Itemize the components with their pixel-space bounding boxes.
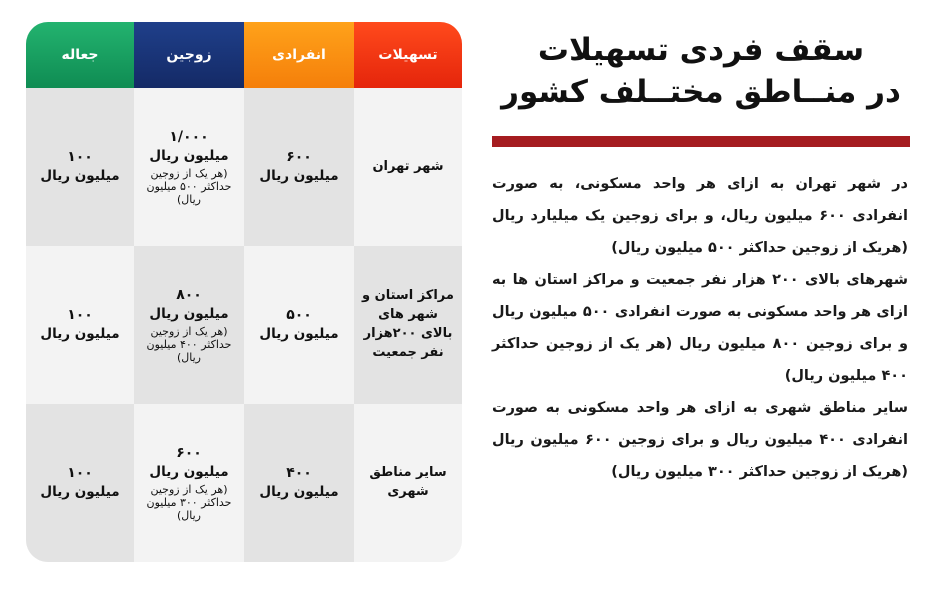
row-city: سایر مناطق شهری (354, 404, 462, 562)
paragraph-tehran: در شهر تهران به ازای هر واحد مسکونی، به صورت انفرادی ۶۰۰ میلیون ریال، و برای زوجین یک میلیارد ریال (هریک از زوجین حداکثر ۵۰۰ میلیون ریال) (492, 176, 908, 256)
couple-amount: ۱/۰۰۰ (169, 128, 209, 145)
facilities-table (26, 22, 462, 562)
jaale-unit: میلیون ریال (40, 484, 120, 501)
row-individual (244, 88, 354, 246)
row-couple (134, 88, 244, 246)
individual-amount: ۵۰۰ (286, 307, 312, 324)
header-jaale: جعاله (26, 22, 134, 88)
couple-amount: ۶۰۰ (176, 444, 202, 461)
row-jaale (26, 404, 134, 562)
paragraph-other-urban: سایر مناطق شهری به ازای هر واحد مسکونی به صورت انفرادی ۴۰۰ میلیون ریال و برای زوجین ۶۰۰ میلیون ریال (هریک از زوجین حداکثر ۳۰۰ میلیون ریال) (492, 400, 908, 480)
paragraph-provincial-centers: شهرهای بالای ۲۰۰ هزار نفر جمعیت و مراکز استان ها به ازای هر واحد مسکونی به صورت انفرادی ۵۰۰ میلیون ریال و برای زوجین ۸۰۰ میلیون ریال (هر یک از زوجین حداکثر ۴۰۰ میلیون ریال) (492, 272, 908, 384)
description-text (492, 168, 908, 488)
header-individual: انفرادی (244, 22, 354, 88)
row-jaale (26, 246, 134, 404)
individual-amount: ۴۰۰ (286, 465, 312, 482)
row-jaale (26, 88, 134, 246)
jaale-amount: ۱۰۰ (67, 465, 93, 482)
individual-unit: میلیون ریال (259, 484, 339, 501)
title-line-1: سقف فردی تسهیلات (537, 32, 865, 68)
individual-unit: میلیون ریال (259, 168, 339, 185)
individual-amount: ۶۰۰ (286, 149, 312, 166)
page-title (486, 30, 916, 114)
row-couple (134, 404, 244, 562)
header-facilities: تسهیلات (354, 22, 462, 88)
jaale-unit: میلیون ریال (40, 326, 120, 343)
couple-note: (هر یک از زوجین حداکثر ۳۰۰ میلیون ریال) (146, 482, 232, 523)
couple-note: (هر یک از زوجین حداکثر ۵۰۰ میلیون ریال) (146, 166, 232, 207)
row-individual (244, 404, 354, 562)
couple-note: (هر یک از زوجین حداکثر ۴۰۰ میلیون ریال) (146, 324, 232, 365)
couple-unit: میلیون ریال (149, 463, 229, 480)
couple-unit: میلیون ریال (149, 305, 229, 322)
jaale-unit: میلیون ریال (40, 168, 120, 185)
title-divider (492, 136, 910, 147)
row-individual (244, 246, 354, 404)
couple-unit: میلیون ریال (149, 147, 229, 164)
header-couple: زوجین (134, 22, 244, 88)
individual-unit: میلیون ریال (259, 326, 339, 343)
couple-amount: ۸۰۰ (176, 286, 202, 303)
row-city: شهر تهران (354, 88, 462, 246)
jaale-amount: ۱۰۰ (67, 307, 93, 324)
title-line-2: در منــاطق مختــلف کشور (501, 73, 901, 110)
jaale-amount: ۱۰۰ (67, 149, 93, 166)
facilities-grid (26, 22, 462, 562)
row-city: مراکز استان و شهر های بالای ۲۰۰هزار نفر جمعیت (354, 246, 462, 404)
row-couple (134, 246, 244, 404)
